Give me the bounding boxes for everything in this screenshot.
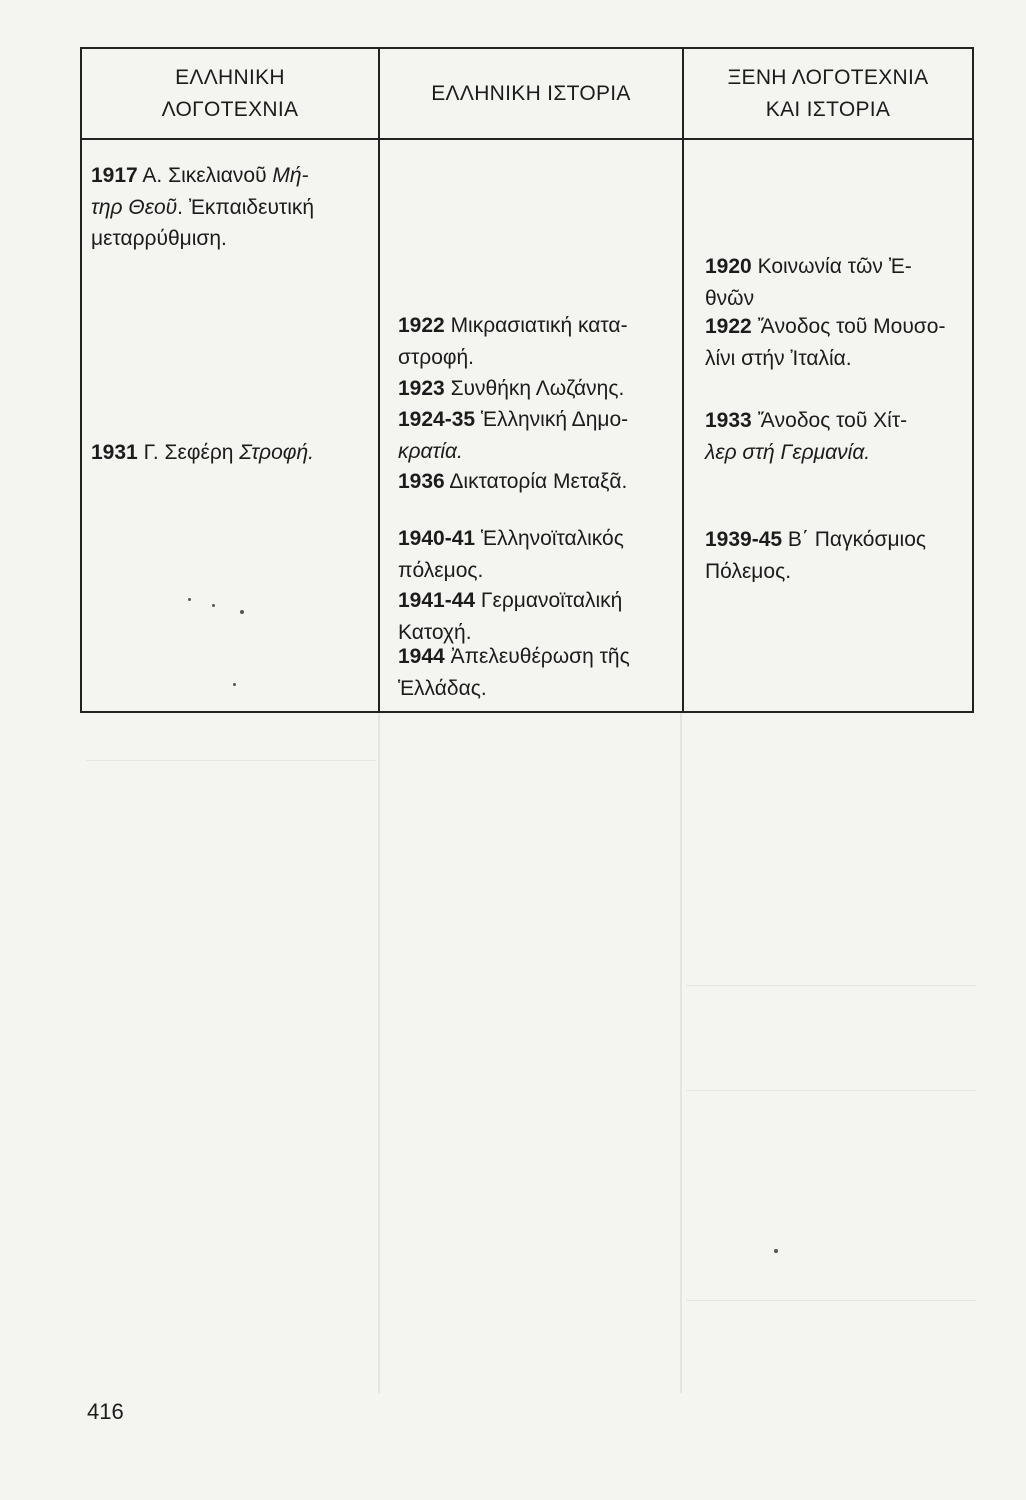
entry-1917: [91, 160, 314, 255]
bleed-through-line: [686, 1090, 976, 1091]
scan-speck: [240, 610, 244, 614]
entry-text: . Ἐκπαιδευτική: [177, 195, 315, 219]
page-number: 416: [87, 1399, 124, 1424]
entry-year: 1936: [398, 470, 445, 493]
entry-year: 1941-44: [398, 589, 476, 612]
entry-text: Ἑλληνοϊταλικός: [480, 527, 624, 550]
bleed-through-line: [86, 760, 376, 761]
entry-year: 1922: [398, 314, 445, 337]
column-divider: [378, 49, 380, 711]
entry-year: 1939-45: [705, 528, 783, 551]
entry-year: 1931: [91, 441, 138, 464]
scan-speck: [774, 1249, 778, 1253]
entry-year: 1924-35: [398, 408, 476, 431]
header-line: ΕΛΛΗΝΙΚΗ ΙΣΤΟΡΙΑ: [431, 81, 631, 105]
entry-1931: [91, 437, 314, 469]
entry-title-italic: Μή-: [272, 164, 309, 187]
entry-text: θνῶν: [705, 286, 755, 310]
entry-text: Δικτατορία Μεταξᾶ.: [449, 470, 628, 493]
entry-year: 1923: [398, 377, 445, 400]
entry-year: 1933: [705, 409, 752, 432]
entry-text: Κατοχή.: [398, 620, 472, 644]
entry-text: μεταρρύθμιση.: [91, 227, 227, 250]
bleed-through-line: [686, 1300, 976, 1301]
header-greek-history: [380, 49, 682, 138]
entry-text: Πόλεμος.: [705, 559, 792, 583]
entry-text: στροφή.: [398, 345, 475, 369]
entry-text: πόλεμος.: [398, 558, 484, 582]
header-greek-literature: [82, 49, 378, 138]
entry-text: κρατία.: [398, 439, 463, 463]
entry-1922-greek: [398, 310, 628, 373]
entry-text: Συνθήκη Λωζάνης.: [450, 377, 625, 400]
entry-text: Ἑλλάδας.: [398, 676, 487, 700]
entry-year: 1917: [91, 164, 138, 187]
header-foreign-literature-history: [684, 49, 972, 138]
header-line: ΚΑΙ ΙΣΤΟΡΙΑ: [765, 97, 891, 121]
bleed-through-line: [680, 713, 682, 1393]
entry-1939-45: [705, 524, 926, 587]
scan-speck: [233, 683, 236, 686]
entry-1922-foreign: [705, 311, 945, 374]
entry-text: λίνι στήν Ἰταλία.: [705, 346, 852, 370]
header-line: ΛΟΓΟΤΕΧΝΙΑ: [161, 97, 299, 121]
entry-1944: [398, 641, 630, 704]
entry-text: Ἄνοδος τοῦ Μουσο-: [757, 315, 946, 338]
bleed-through-line: [686, 985, 976, 986]
entry-1940-41: [398, 523, 624, 586]
entry-text: Β΄ Παγκόσμιος: [787, 528, 927, 551]
entry-title-italic: Στροφή.: [239, 441, 314, 464]
column-divider: [682, 49, 684, 711]
entry-text: Ἑλληνική Δημο-: [480, 408, 629, 431]
entry-1933: [705, 405, 907, 468]
entry-year: 1940-41: [398, 527, 476, 550]
entry-1923: [398, 373, 624, 405]
table-header-row: [82, 49, 972, 140]
entry-title-italic: τηρ Θεοῦ: [91, 195, 178, 219]
entry-1920: [705, 251, 912, 314]
entry-text: Γ. Σεφέρη: [143, 441, 240, 464]
entry-1936: [398, 466, 627, 498]
header-line: ΕΛΛΗΝΙΚΗ: [175, 65, 285, 89]
header-line: ΞΕΝΗ ΛΟΓΟΤΕΧΝΙΑ: [727, 65, 929, 89]
entry-year: 1922: [705, 315, 752, 338]
entry-year: 1920: [705, 255, 752, 278]
entry-1941-44: [398, 585, 622, 648]
entry-text: Ἀπελευθέρωση τῆς: [450, 645, 630, 668]
entry-text: Κοινωνία τῶν Ἐ-: [757, 255, 912, 278]
entry-1924-35: [398, 404, 628, 467]
entry-year: 1944: [398, 645, 445, 668]
scan-speck: [188, 598, 191, 601]
entry-text: λερ στή Γερμανία.: [705, 440, 871, 464]
entry-text: Α. Σικελιανοῦ: [142, 164, 273, 187]
bleed-through-line: [378, 713, 380, 1393]
scan-speck: [212, 604, 215, 607]
entry-text: Ἄνοδος τοῦ Χίτ-: [757, 409, 908, 432]
entry-text: Γερμανοϊταλική: [480, 589, 623, 612]
entry-text: Μικρασιατική κατα-: [450, 314, 628, 337]
